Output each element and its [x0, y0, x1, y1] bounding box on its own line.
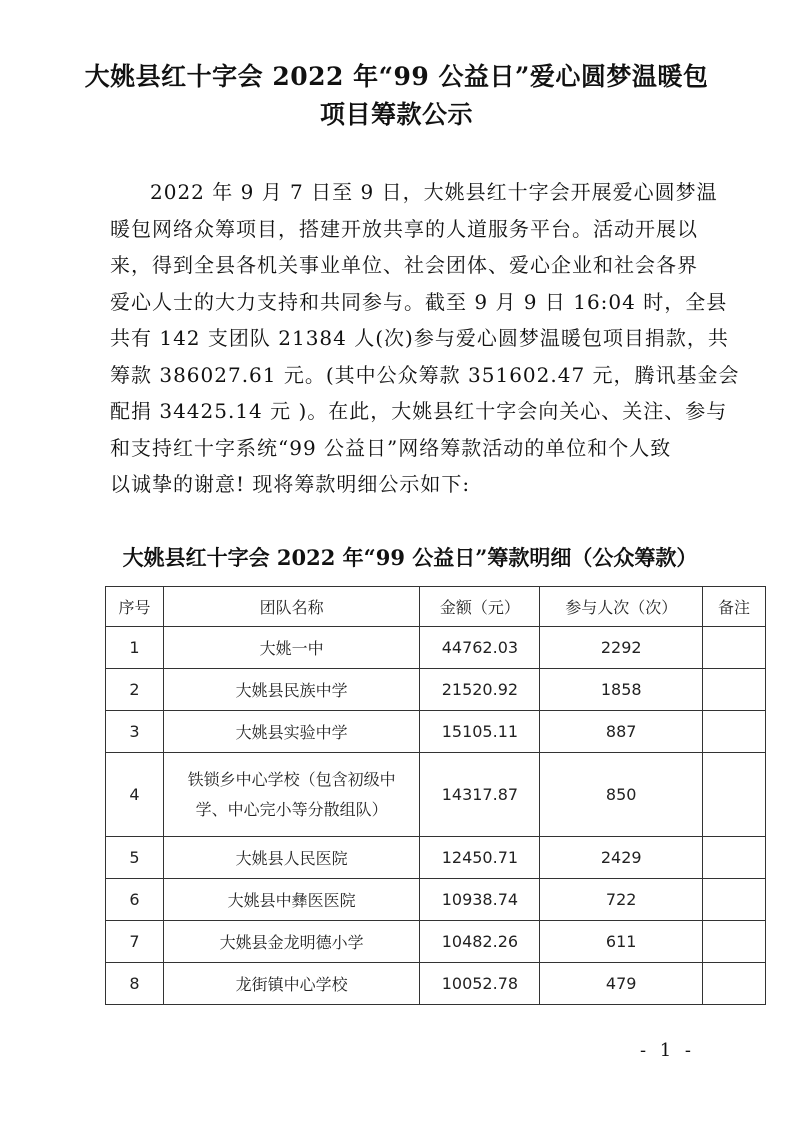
team-name-line: 大姚县中彝医医院: [227, 891, 356, 910]
cell-count: 887: [540, 711, 703, 753]
team-name-line: 学、中心完小等分散组队）: [195, 799, 388, 819]
cell-team-name: [163, 879, 420, 921]
header-cell-count: 参与人次（次）: [540, 587, 703, 627]
team-name-line: 大姚县民族中学: [235, 681, 348, 700]
cell-amount: 10938.74: [420, 879, 540, 921]
table-header-row: [106, 587, 766, 627]
cell-no: 2: [106, 669, 164, 711]
team-name-line: 大姚县金龙明德小学: [219, 933, 364, 952]
cell-team-name: [163, 837, 420, 879]
cell-count: 722: [540, 879, 703, 921]
team-name-line: 龙街镇中心学校: [235, 975, 348, 994]
cell-amount: 44762.03: [420, 627, 540, 669]
cell-note: [703, 879, 766, 921]
table-row: [106, 879, 766, 921]
cell-amount: 21520.92: [420, 669, 540, 711]
cell-team-name: [163, 627, 420, 669]
cell-note: [703, 669, 766, 711]
cell-team-name: [163, 711, 420, 753]
header-cell-no: 序号: [106, 587, 164, 627]
paragraph-line: 筹款 386027.61 元。(其中公众筹款 351602.47 元，腾讯基金会: [110, 362, 740, 387]
table-row: [106, 963, 766, 1005]
cell-note: [703, 921, 766, 963]
cell-no: 8: [106, 963, 164, 1005]
cell-note: [703, 753, 766, 837]
cell-note: [703, 963, 766, 1005]
table-body: [106, 627, 766, 1005]
team-name-line: 大姚县实验中学: [235, 723, 348, 742]
cell-count: 611: [540, 921, 703, 963]
paragraph-line: 配捐 34425.14 元 )。在此，大姚县红十字会向关心、关注、参与: [110, 399, 728, 423]
cell-team-name: [163, 753, 420, 837]
cell-team-name: [163, 921, 420, 963]
header-cell-note: 备注: [703, 587, 766, 627]
cell-note: [703, 627, 766, 669]
header-cell-amount: 金额（元）: [420, 587, 540, 627]
cell-team-name: [163, 669, 420, 711]
paragraph-line: 2022 年 9 月 7 日至 9 日，大姚县红十字会开展爱心圆梦温: [150, 180, 718, 204]
cell-amount: 10052.78: [420, 963, 540, 1005]
cell-no: 7: [106, 921, 164, 963]
cell-count: 2292: [540, 627, 703, 669]
cell-count: 479: [540, 963, 703, 1005]
cell-no: 5: [106, 837, 164, 879]
table-row: [106, 669, 766, 711]
donation-table: [105, 586, 766, 1005]
cell-note: [703, 837, 766, 879]
paragraph-line: 以诚挚的谢意! 现将筹款明细公示如下:: [110, 472, 471, 496]
table-row: [106, 837, 766, 879]
team-name-line: 大姚一中: [259, 639, 324, 658]
team-name-line: 铁锁乡中心学校（包含初级中: [187, 769, 396, 789]
cell-no: 6: [106, 879, 164, 921]
cell-amount: 15105.11: [420, 711, 540, 753]
document-title-line2: 项目筹款公示: [319, 100, 473, 129]
header-cell-name: 团队名称: [163, 587, 420, 627]
intro-paragraph: [110, 174, 740, 503]
cell-count: 1858: [540, 669, 703, 711]
cell-count: 850: [540, 753, 703, 837]
cell-no: 4: [106, 753, 164, 837]
table-row: [106, 711, 766, 753]
document-title-line1: 大姚县红十字会 2022 年“99 公益日”爱心圆梦温暖包: [84, 62, 709, 91]
table-title: 大姚县红十字会 2022 年“99 公益日”筹款明细（公众筹款）: [122, 545, 698, 570]
page-number: - 1 -: [639, 1040, 695, 1061]
cell-amount: 14317.87: [420, 753, 540, 837]
table-row: [106, 627, 766, 669]
cell-amount: 12450.71: [420, 837, 540, 879]
cell-amount: 10482.26: [420, 921, 540, 963]
paragraph-line: 暖包网络众筹项目，搭建开放共享的人道服务平台。活动开展以: [110, 216, 698, 241]
cell-no: 3: [106, 711, 164, 753]
cell-note: [703, 711, 766, 753]
paragraph-line: 爱心人士的大力支持和共同参与。截至 9 月 9 日 16:04 时，全县: [110, 289, 728, 314]
paragraph-line: 和支持红十字系统“99 公益日”网络筹款活动的单位和个人致: [110, 435, 672, 460]
cell-no: 1: [106, 627, 164, 669]
paragraph-line: 共有 142 支团队 21384 人(次)参与爱心圆梦温暖包项目捐款，共: [110, 326, 729, 350]
team-name-line: 大姚县人民医院: [235, 849, 348, 868]
table-row: [106, 753, 766, 837]
table-row: [106, 921, 766, 963]
paragraph-line: 来，得到全县各机关事业单位、社会团体、爱心企业和社会各界: [110, 253, 698, 277]
cell-team-name: [163, 963, 420, 1005]
cell-count: 2429: [540, 837, 703, 879]
